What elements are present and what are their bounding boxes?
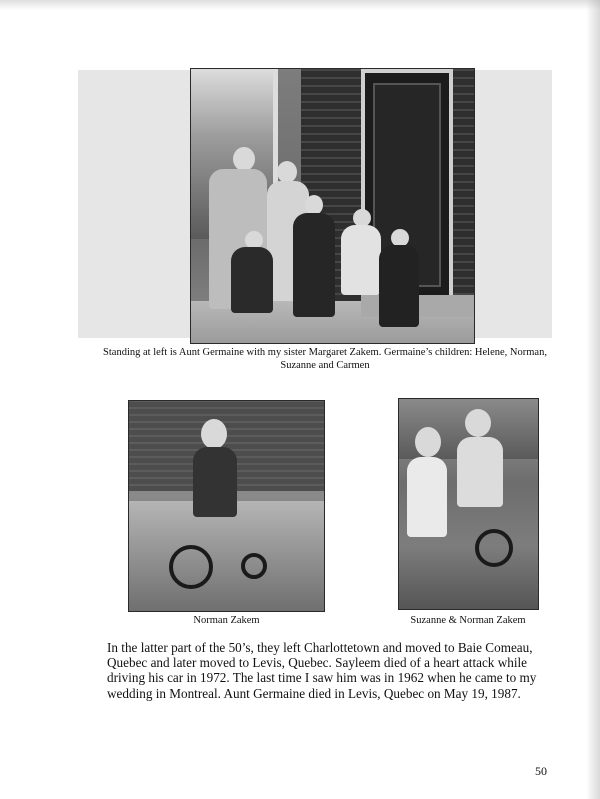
person-head: [233, 147, 255, 171]
person-head: [201, 419, 227, 449]
suzanne-photo-caption: Suzanne & Norman Zakem: [410, 615, 526, 626]
tricycle-rear-wheel: [241, 553, 267, 579]
person-norman: [457, 437, 503, 507]
body-paragraph: In the latter part of the 50’s, they left Charlottetown and moved to Baie Comeau, Quebec and later moved to Levis, Quebec. Sayleem died of a heart attack while driving his car in 1972. The last time I saw him was in 1962 when he came to my wedding in Montreal. Aunt Germaine died in Levis, Quebec on May 19, 1987.: [107, 640, 537, 701]
person-suzanne: [407, 457, 447, 537]
norman-tricycle-photo: [128, 400, 325, 612]
person-norman: [293, 213, 335, 317]
person-carmen: [379, 245, 419, 327]
family-group-photo: [190, 68, 475, 344]
tricycle-front-wheel: [169, 545, 213, 589]
main-caption-line2: Suzanne and Carmen: [280, 360, 370, 371]
page-edge-shadow: [586, 0, 600, 799]
main-photo-caption: [100, 346, 550, 372]
tricycle-wheel: [475, 529, 513, 567]
norman-photo-caption: Norman Zakem: [193, 615, 260, 626]
suzanne-norman-photo: [398, 398, 539, 610]
person-norman: [193, 447, 237, 517]
person-head: [465, 409, 491, 437]
person-helene: [231, 247, 273, 313]
page-top-shadow: [0, 0, 600, 10]
person-head: [277, 161, 297, 183]
pavement: [129, 501, 325, 612]
main-caption-line1: Standing at left is Aunt Germaine with my sister Margaret Zakem. Germaine’s children: Helene, Norman,: [103, 347, 547, 358]
person-suzanne: [341, 225, 381, 295]
page-number: 50: [535, 764, 547, 778]
person-head: [305, 195, 323, 215]
person-head: [415, 427, 441, 457]
